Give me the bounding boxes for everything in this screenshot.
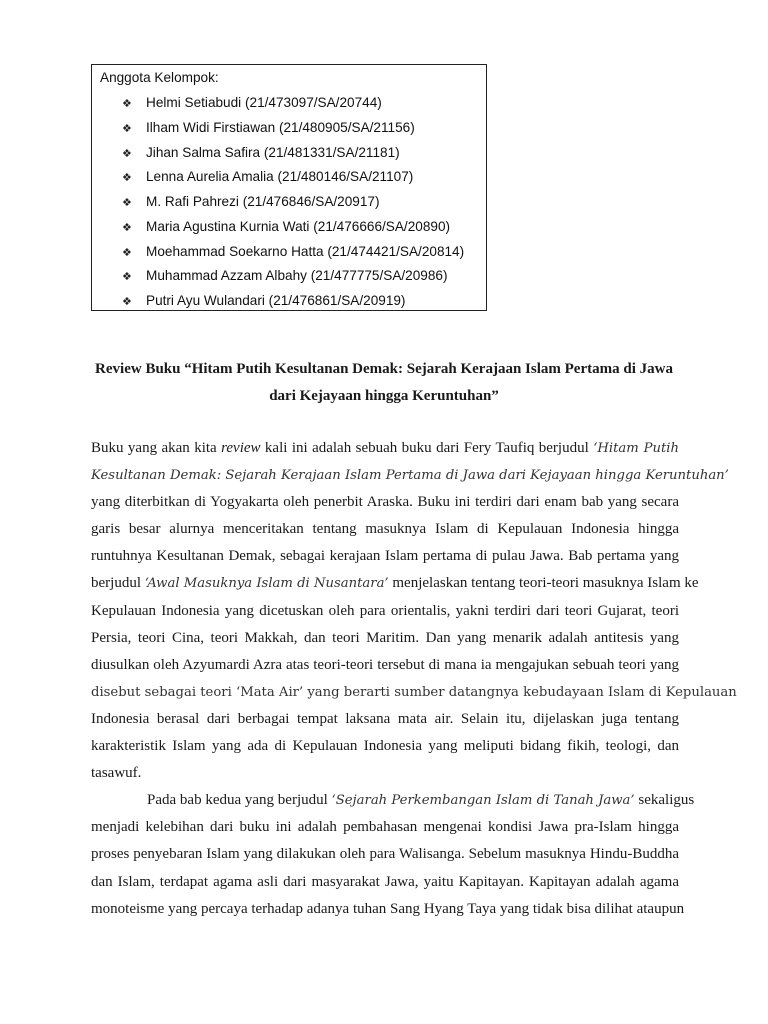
member-item: ❖ Maria Agustina Kurnia Wati (21/476666/SA/20890) bbox=[122, 218, 464, 243]
diamond-bullet-icon: ❖ bbox=[122, 98, 132, 110]
diamond-bullet-icon: ❖ bbox=[122, 221, 132, 234]
body-line: Indonesia berasal dari berbagai tempat laksana mata air. Selain itu, dijelaskan juga tentang bbox=[91, 710, 679, 727]
review-title-line-1: Review Buku “Hitam Putih Kesultanan Demak: Sejarah Kerajaan Islam Pertama di Jawa bbox=[95, 361, 673, 377]
diamond-bullet-icon: ❖ bbox=[122, 172, 132, 185]
body-line: dan Islam, terdapat agama asli dari masyarakat Jawa, yaitu Kapitayan. Kapitayan adalah agama bbox=[91, 873, 679, 890]
members-heading: Anggota Kelompok: bbox=[100, 70, 219, 85]
body-line: Pada bab kedua yang berjudul ‘Sejarah Perkembangan Islam di Tanah Jawa’ sekaligus bbox=[147, 792, 695, 809]
body-line: Buku yang akan kita review kali ini adalah sebuah buku dari Fery Taufiq berjudul ‘Hitam Putih bbox=[91, 440, 679, 456]
diamond-bullet-icon: ❖ bbox=[122, 147, 132, 160]
member-item: ❖ Helmi Setiabudi (21/473097/SA/20744) bbox=[122, 94, 464, 119]
body-line: menjadi kelebihan dari buku ini adalah pembahasan mengenai kondisi Jawa pra-Islam hingga bbox=[91, 819, 679, 836]
body-line: karakteristik Islam yang ada di Kepulauan Indonesia yang meliputi bidang fikih, teologi, dan bbox=[91, 738, 679, 755]
members-box bbox=[91, 64, 487, 311]
body-line: runtuhnya Kesultanan Demak, sebagai kerajaan Islam pertama di pulau Jawa. Bab pertama yang bbox=[91, 548, 679, 565]
body-line: yang diterbitkan di Yogyakarta oleh penerbit Araska. Buku ini terdiri dari enam bab yang secara bbox=[91, 494, 679, 511]
diamond-bullet-icon: ❖ bbox=[122, 271, 132, 284]
member-item: ❖ Muhammad Azzam Albahy (21/477775/SA/20986) bbox=[122, 267, 464, 292]
body-line: berjudul ‘Awal Masuknya Islam di Nusantara’ menjelaskan tentang teori-teori masuknya Islam ke bbox=[91, 575, 699, 592]
body-line: Kesultanan Demak: Sejarah Kerajaan Islam Pertama di Jawa dari Kejayaan hingga Keruntuhan’ bbox=[91, 468, 729, 484]
member-item: ❖ Jihan Salma Safira (21/481331/SA/21181) bbox=[122, 144, 464, 169]
review-title bbox=[0, 356, 768, 410]
body-line: tasawuf. bbox=[91, 765, 142, 782]
body-line: Persia, teori Cina, teori Makkah, dan teori Maritim. Dan yang menarik adalah antitesis yang bbox=[91, 629, 679, 646]
body-line: disebut sebagai teori ‘Mata Air’ yang berarti sumber datangnya kebudayaan Islam di Kepulauan bbox=[91, 684, 737, 700]
member-item: ❖ M. Rafi Pahrezi (21/476846/SA/20917) bbox=[122, 193, 464, 218]
diamond-bullet-icon: ❖ bbox=[122, 197, 132, 209]
body-line: Kepulauan Indonesia yang dicetuskan oleh para orientalis, yakni terdiri dari teori Gujarat, teori bbox=[91, 602, 679, 619]
review-body bbox=[91, 435, 737, 923]
diamond-bullet-icon: ❖ bbox=[122, 122, 132, 135]
body-line: monoteisme yang percaya terhadap adanya tuhan Sang Hyang Taya yang tidak bisa dilihat ataupun bbox=[91, 900, 685, 917]
body-line: diusulkan oleh Azyumardi Azra atas teori-teori tersebut di mana ia mengajukan sebuah teori yang bbox=[91, 656, 679, 673]
member-item: ❖ Putri Ayu Wulandari (21/476861/SA/20919) bbox=[122, 292, 464, 317]
member-item: ❖ Ilham Widi Firstiawan (21/480905/SA/21156) bbox=[122, 119, 464, 144]
member-item: ❖ Moehammad Soekarno Hatta (21/474421/SA/20814) bbox=[122, 243, 464, 268]
diamond-bullet-icon: ❖ bbox=[122, 246, 132, 259]
members-list bbox=[122, 94, 464, 317]
body-line: proses penyebaran Islam yang dilakukan oleh para Walisanga. Sebelum masuknya Hindu-Buddha bbox=[91, 846, 679, 863]
review-title-line-2: dari Kejayaan hingga Keruntuhan” bbox=[269, 388, 499, 404]
member-item: ❖ Lenna Aurelia Amalia (21/480146/SA/21107) bbox=[122, 168, 464, 193]
diamond-bullet-icon: ❖ bbox=[122, 296, 132, 308]
body-line: garis besar alurnya menceritakan tentang masuknya Islam di Kepulauan Indonesia hingga bbox=[91, 521, 679, 538]
